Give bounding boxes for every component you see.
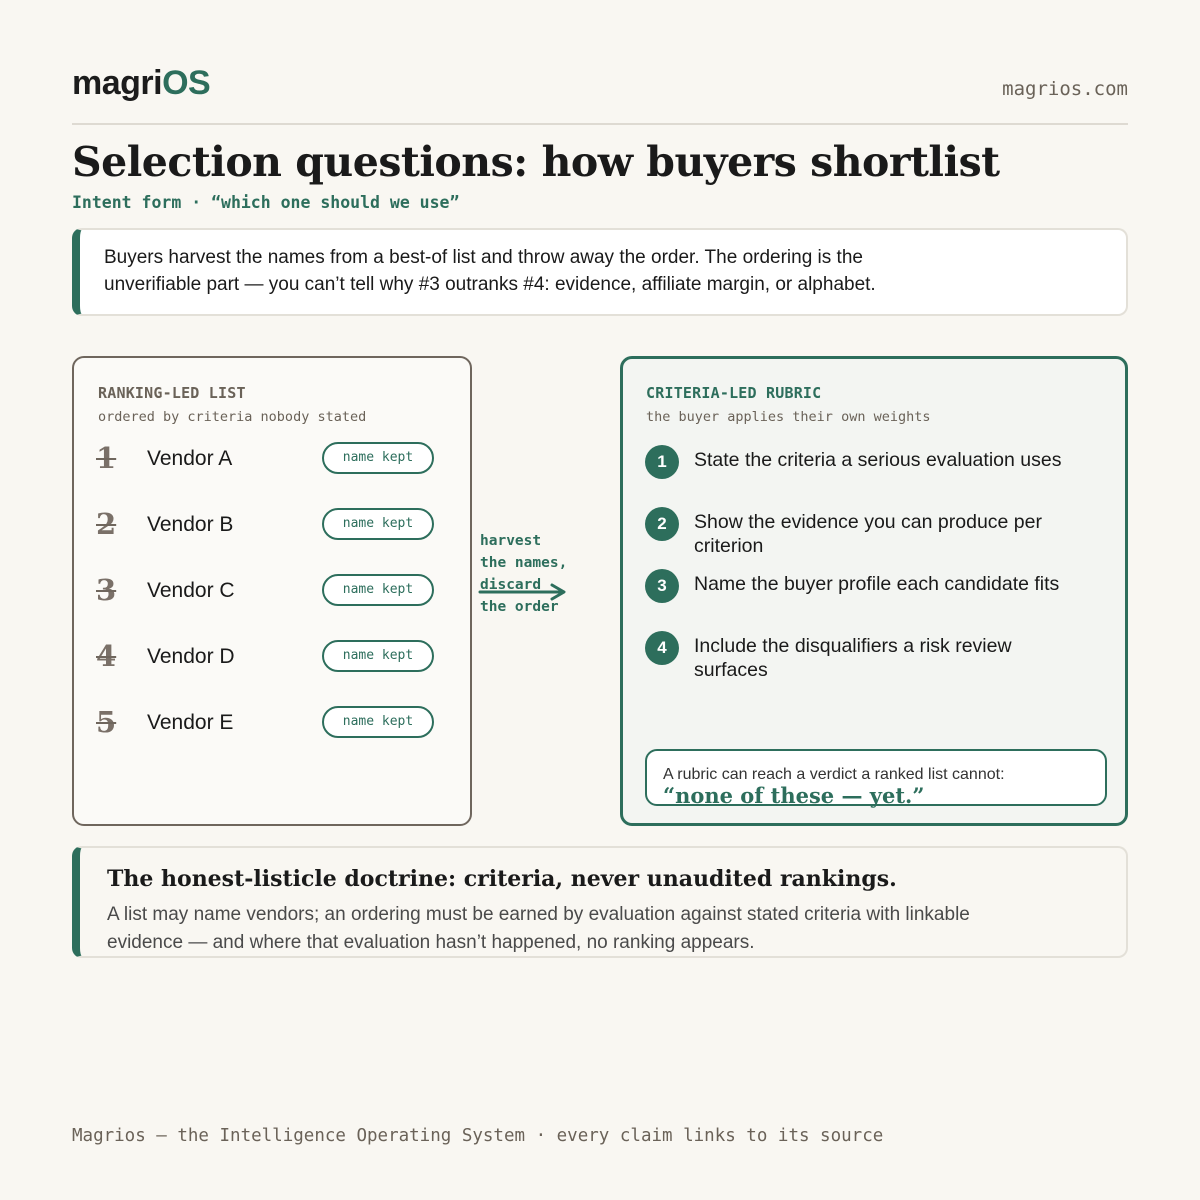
arrow-label-line: discard [480,577,542,593]
struck-rank-number: 5 [96,705,117,739]
struck-rank-number: 2 [96,507,117,541]
doctrine-body-line-2: evidence — and where that evaluation hasn’t happened, no ranking appears. [107,932,755,953]
vendor-name: Vendor A [147,447,233,470]
doctrine-callout [72,846,1128,958]
page-title: Selection questions: how buyers shortlist [72,138,1000,186]
name-kept-badge: name kept [322,508,434,540]
arrow-label-line: harvest [480,533,542,549]
ranking-led-list-panel [72,356,472,826]
step-text: Include the disqualifiers a risk review surfaces [694,635,1012,681]
name-kept-badge: name kept [322,442,434,474]
list-item [74,508,470,542]
right-arrow-icon [478,582,570,602]
vendor-name: Vendor C [147,579,235,602]
page-subtitle: Intent form · “which one should we use” [72,193,460,212]
intro-callout [72,228,1128,316]
header-divider [72,123,1128,125]
doctrine-body-line-1: A list may name vendors; an ordering must be earned by evaluation against stated criteria with linkable [107,904,970,925]
struck-rank-number: 3 [96,573,117,607]
footer-tagline: Magrios — the Intelligence Operating System · every claim links to its source [72,1126,884,1146]
harvest-arrow-label [480,530,567,618]
vendor-name: Vendor E [147,711,234,734]
doctrine-title: The honest-listicle doctrine: criteria, never unaudited rankings. [107,866,897,892]
ranking-panel-subheading: ordered by criteria nobody stated [98,409,367,425]
step-text: Show the evidence you can produce per criterion [694,511,1042,557]
verdict-quote: “none of these — yet.” [663,783,925,808]
callout-line-2: unverifiable part — you can’t tell why #3 outranks #4: evidence, affiliate margin, or alphabet. [104,274,876,295]
arrow-label-line: the names, [480,555,568,571]
step-number-badge: 2 [645,507,679,541]
vendor-name: Vendor B [147,513,234,536]
site-link[interactable]: magrios.com [1002,78,1128,100]
struck-rank-number: 4 [96,639,117,673]
logo-part-magri: magri [72,64,163,102]
ranking-panel-heading: RANKING-LED LIST [98,384,246,402]
criteria-led-rubric-panel [620,356,1128,826]
rubric-panel-heading: CRITERIA-LED RUBRIC [646,384,822,402]
arrow-label-line: the order [480,599,559,615]
logo [72,64,210,103]
verdict-lead-text: A rubric can reach a verdict a ranked list cannot: [663,766,1005,783]
step-number-badge: 1 [645,445,679,479]
list-item [74,706,470,740]
logo-part-os: OS [162,64,211,102]
callout-line-1: Buyers harvest the names from a best-of list and throw away the order. The ordering is the [104,247,863,268]
vendor-name: Vendor D [147,645,235,668]
list-item [74,442,470,476]
list-item [74,640,470,674]
rubric-panel-subheading: the buyer applies their own weights [646,409,931,425]
verdict-callout [645,749,1107,806]
name-kept-badge: name kept [322,706,434,738]
doctrine-body [107,901,1102,957]
name-kept-badge: name kept [322,574,434,606]
list-item [74,574,470,608]
struck-rank-number: 1 [96,441,117,475]
name-kept-badge: name kept [322,640,434,672]
step-number-badge: 4 [645,631,679,665]
step-text: Name the buyer profile each candidate fits [694,573,1060,595]
step-text: State the criteria a serious evaluation uses [694,449,1062,471]
step-number-badge: 3 [645,569,679,603]
